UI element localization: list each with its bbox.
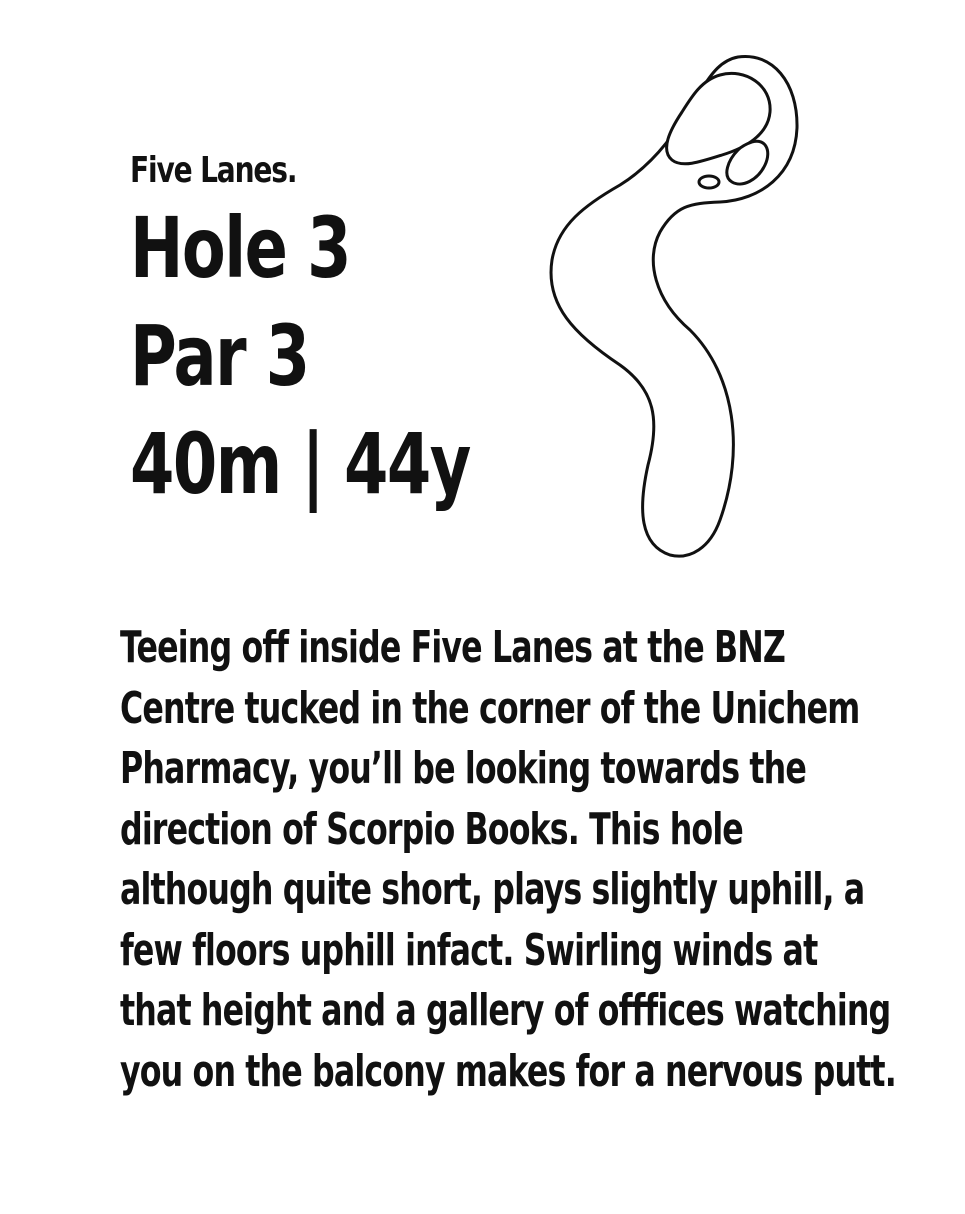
description-line: although quite short, plays slightly uphill, a xyxy=(120,864,865,915)
hole-outline-map xyxy=(540,45,810,570)
description-line: Pharmacy, you’ll be looking towards the xyxy=(120,743,806,794)
description-line: few floors uphill infact. Swirling winds at xyxy=(120,924,818,976)
venue-name: Five Lanes. xyxy=(130,150,297,191)
description-line: that height and a gallery of offfices watching xyxy=(120,985,891,1036)
description-line: Teeing off inside Five Lanes at the BNZ xyxy=(120,622,786,673)
hole-number: Hole 3 xyxy=(130,199,350,297)
hole-header xyxy=(130,148,550,518)
hole-distance: 40m | 44y xyxy=(130,415,470,513)
description-line: direction of Scorpio Books. This hole xyxy=(120,803,743,855)
hole-par: Par 3 xyxy=(130,307,309,405)
description-line: you on the balcony makes for a nervous putt. xyxy=(120,1045,896,1097)
cup-marker xyxy=(699,176,719,188)
description-line: Centre tucked in the corner of the Unichem xyxy=(120,682,860,734)
hole-description xyxy=(120,618,896,1102)
